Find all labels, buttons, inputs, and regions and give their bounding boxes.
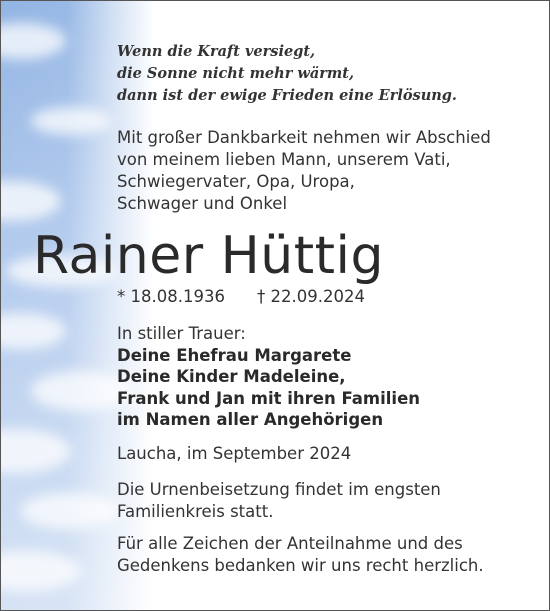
burial-line: Die Urnenbeisetzung findet im engsten bbox=[117, 480, 441, 499]
thanks-line: Gedenkens bedanken wir uns recht herzlich. bbox=[117, 556, 484, 575]
poem-line: dann ist der ewige Frieden eine Erlösung. bbox=[117, 87, 457, 104]
intro-line: Schwager und Onkel bbox=[117, 194, 288, 213]
mourners-block bbox=[117, 323, 420, 431]
life-dates bbox=[117, 286, 365, 308]
burial-line: Familienkreis statt. bbox=[117, 502, 274, 521]
poem-verse bbox=[117, 41, 457, 107]
thanks-notice bbox=[117, 533, 484, 577]
death-date: † 22.09.2024 bbox=[257, 287, 365, 306]
poem-line: die Sonne nicht mehr wärmt, bbox=[117, 65, 354, 82]
intro-line: von meinem lieben Mann, unserem Vati, bbox=[117, 150, 451, 169]
thanks-line: Für alle Zeichen der Anteilnahme und des bbox=[117, 534, 463, 553]
mourner-line: Frank und Jan mit ihren Familien bbox=[117, 388, 421, 408]
birth-date: * 18.08.1936 bbox=[117, 287, 225, 306]
mourner-line: im Namen aller Angehörigen bbox=[117, 410, 384, 429]
intro-line: Mit großer Dankbarkeit nehmen wir Abschied bbox=[117, 128, 491, 147]
intro-line: Schwiegervater, Opa, Uropa, bbox=[117, 172, 355, 191]
burial-notice bbox=[117, 479, 441, 523]
mourner-line: Deine Ehefrau Margarete bbox=[117, 345, 352, 365]
mourners-intro: In stiller Trauer: bbox=[117, 324, 246, 343]
mourner-line: Deine Kinder Madeleine, bbox=[117, 367, 346, 386]
poem-line: Wenn die Kraft versiegt, bbox=[117, 43, 316, 60]
place-date: Laucha, im September 2024 bbox=[117, 444, 352, 463]
deceased-name: Rainer Hüttig bbox=[33, 226, 384, 286]
farewell-intro bbox=[117, 127, 527, 215]
obituary-content bbox=[1, 1, 549, 610]
